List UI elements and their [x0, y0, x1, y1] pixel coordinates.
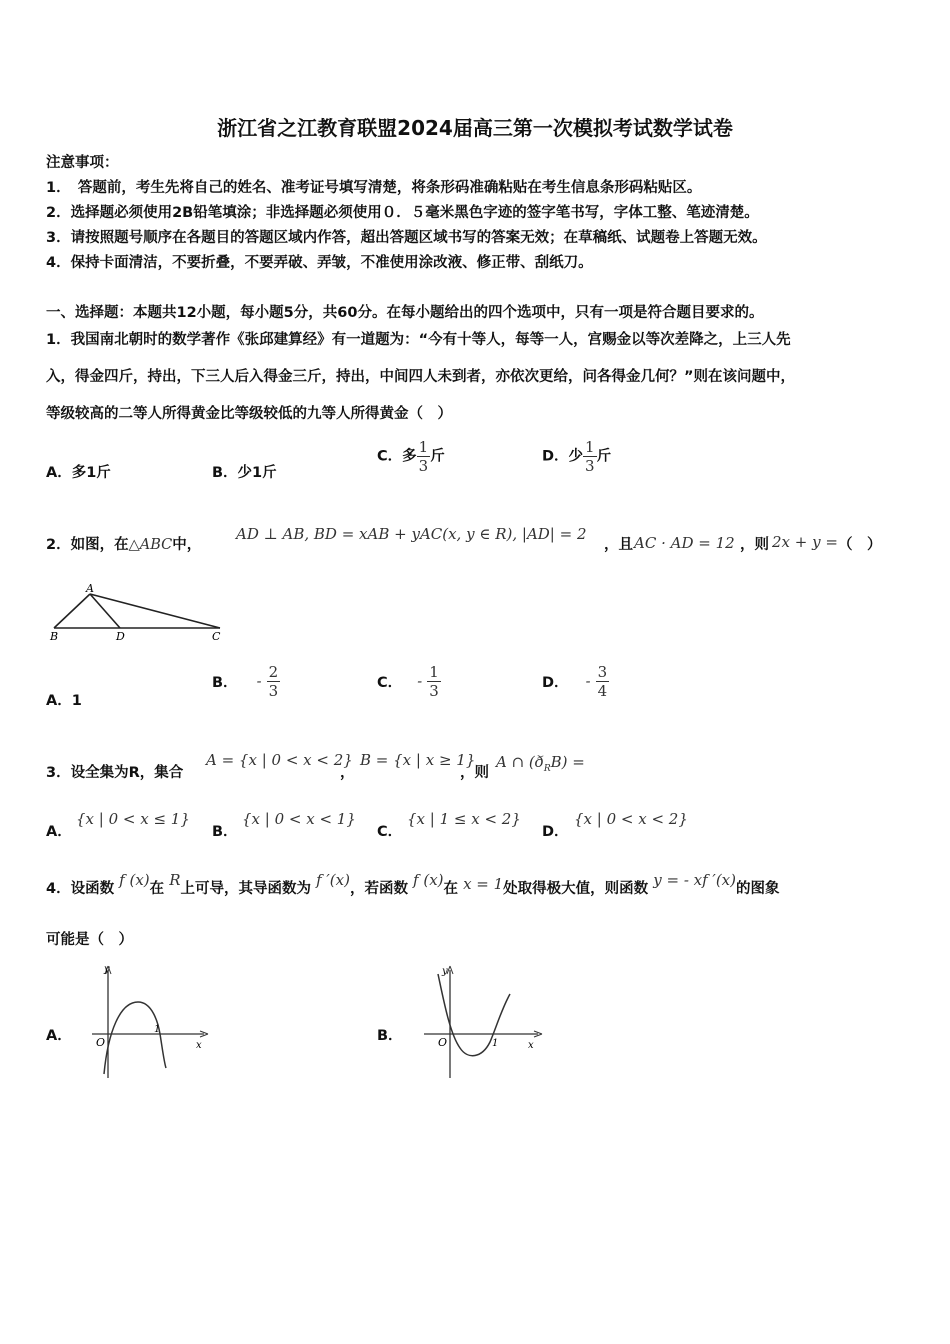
q2-d-label: D．	[542, 675, 569, 691]
q2-expression: 2x + y =	[772, 533, 838, 551]
q2-c-fraction	[427, 663, 441, 700]
q2-prefix: 2．如图，在	[46, 537, 129, 553]
label-y: y	[104, 964, 110, 975]
q3-ze: ，则	[460, 765, 489, 781]
q4-t2: 在	[149, 881, 165, 897]
q3-set-b: B = {x | x ≥ 1}	[360, 751, 476, 769]
q2-d-den: 4	[597, 682, 608, 700]
label-one: 1	[154, 1024, 161, 1035]
q2-c-label: C．	[377, 675, 403, 691]
q4-option-b-label[interactable]: B．	[377, 1028, 403, 1044]
q2-ze: ，则	[740, 537, 769, 553]
q4-stem-line-2: 可能是（ ）	[46, 932, 133, 948]
q4-option-b-graph[interactable]	[420, 962, 544, 1082]
q1-line-1: 1．我国南北朝时的数学著作《张邱建算经》有一道题为：“今有十等人，每等一人，宫赐金以等次差降之，上三人先	[46, 332, 791, 348]
q4-fprime: f ′(x)	[316, 871, 350, 889]
label-y: y	[442, 966, 448, 977]
q2-option-d[interactable]	[542, 663, 609, 700]
notice-item-2: 2．选择题必须使用2B铅笔填涂；非选择题必须使用０．５毫米黑色字迹的签字笔书写，字体工整、笔迹清楚。	[46, 205, 759, 221]
label-origin: O	[438, 1036, 448, 1049]
q4-option-a-label[interactable]: A．	[46, 1028, 72, 1044]
q3-option-a-label[interactable]: A．	[46, 824, 72, 840]
q4-option-a-graph[interactable]	[90, 962, 210, 1082]
q3-option-b[interactable]: {x | 0 < x < 1}	[242, 810, 356, 828]
q1-c-den: 3	[418, 457, 429, 475]
q2-stem	[46, 533, 201, 554]
q3-option-c[interactable]: {x | 1 ≤ x < 2}	[407, 810, 521, 828]
q2-condition: AD ⊥ AB, BD = xAB + yAC(x, y ∈ R), |AD| = 2	[236, 525, 587, 543]
q1-option-b[interactable]: B．少1斤	[212, 465, 277, 481]
q2-dot-product: AC · AD = 12	[634, 534, 735, 552]
q2-triangle: △ABC	[128, 537, 173, 553]
q3-expr-part1: A ∩ (ð	[496, 753, 544, 771]
section-heading: 一、选择题：本题共12小题，每小题5分，共60分。在每小题给出的四个选项中，只有一项是符合题目要求的。	[46, 305, 764, 321]
q2-b-minus: -	[256, 673, 262, 690]
q2-option-c[interactable]	[377, 663, 441, 700]
q4-stem-line-1	[46, 871, 780, 898]
q1-c-unit: 斤	[430, 448, 445, 465]
q3-option-c-label[interactable]: C．	[377, 824, 403, 840]
q2-d-fraction	[596, 663, 610, 700]
label-origin: O	[96, 1036, 106, 1049]
q4-t5: 在	[443, 881, 458, 897]
label-d: D	[116, 630, 125, 643]
q4-r: R	[169, 871, 181, 889]
q2-d-minus: -	[585, 673, 591, 690]
label-c: C	[212, 630, 221, 643]
q3-prefix: 3．设全集为R，集合	[46, 765, 184, 781]
q1-d-label: D．少	[542, 448, 584, 465]
q1-c-num: 1	[418, 438, 429, 456]
curve-b	[438, 974, 510, 1056]
q1-d-num: 1	[585, 438, 595, 456]
q4-t6: 处取得极大值，则函数	[503, 881, 649, 897]
label-one: 1	[492, 1038, 499, 1049]
label-x: x	[196, 1040, 202, 1051]
q2-option-a[interactable]: A．1	[46, 693, 82, 709]
q2-b-num: 2	[268, 663, 279, 681]
q2-qie: ，且	[604, 537, 633, 553]
q4-t4: ，若函数	[349, 881, 408, 897]
q4-t3: 上可导，其导函数为	[180, 881, 311, 897]
q1-c-label: C．多	[377, 448, 417, 465]
notice-item-4: 4．保持卡面清洁，不要折叠，不要弄破、弄皱，不准使用涂改液、修正带、刮纸刀。	[46, 255, 593, 271]
label-b: B	[50, 630, 59, 643]
label-a: A	[86, 582, 94, 595]
notice-item-1: 1． 答题前，考生先将自己的姓名、准考证号填写清楚，将条形码准确粘贴在考生信息条形码粘贴区。	[46, 180, 702, 196]
q3-expr-part2: B) =	[550, 753, 585, 771]
q1-line-3: 等级较高的二等人所得黄金比等级较低的九等人所得黄金（ ）	[46, 406, 452, 422]
q1-d-unit: 斤	[596, 448, 612, 465]
q2-d-num: 3	[597, 663, 608, 681]
q1-option-d[interactable]	[542, 438, 611, 475]
q3-option-d-label[interactable]: D．	[542, 824, 569, 840]
q1-c-fraction	[417, 438, 431, 475]
q3-option-a[interactable]: {x | 0 < x ≤ 1}	[76, 810, 190, 828]
q2-zhong: 中，	[172, 537, 202, 553]
segment-ad	[90, 594, 120, 628]
q2-b-den: 3	[268, 682, 279, 700]
q1-option-a[interactable]: A．多1斤	[46, 465, 111, 481]
q2-b-fraction	[267, 663, 281, 700]
q3-set-a: A = {x | 0 < x < 2}	[206, 751, 353, 769]
q1-line-2: 入，得金四斤，持出，下三人后入得金三斤，持出，中间四人未到者，亦依次更给，问各得金几何？”则在该问题中，	[46, 369, 796, 385]
label-x: x	[528, 1040, 534, 1051]
q4-t7: 的图象	[736, 881, 780, 897]
q4-x1: x = 1	[463, 875, 504, 893]
q3-option-d[interactable]: {x | 0 < x < 2}	[574, 810, 688, 828]
q3-expression	[496, 753, 585, 774]
side-ab	[54, 594, 90, 628]
q2-b-label: B．	[212, 675, 238, 691]
q2-c-num: 1	[429, 663, 439, 681]
q1-d-fraction	[583, 438, 597, 475]
q4-f2: f (x)	[413, 871, 444, 889]
notice-item-3: 3．请按照题号顺序在各题目的答题区域内作答，超出答题区域书写的答案无效；在草稿纸、试题卷上答题无效。	[46, 230, 767, 246]
notice-heading: 注意事项：	[46, 155, 119, 171]
side-ac	[90, 594, 220, 628]
q2-option-b[interactable]	[212, 663, 280, 700]
q2-paren: （ ）	[838, 537, 882, 553]
page-title: 浙江省之江教育联盟2024届高三第一次模拟考试数学试卷	[217, 116, 733, 140]
q2-triangle-figure	[44, 582, 234, 648]
curve-a	[104, 1002, 166, 1074]
q4-f: f (x)	[119, 871, 150, 889]
q3-expr-sub: R	[543, 764, 551, 774]
q1-option-c[interactable]	[377, 438, 445, 475]
q2-c-den: 3	[429, 682, 439, 700]
q3-sep: ，	[340, 765, 355, 781]
q4-y-expr: y = - xf ′(x)	[653, 871, 736, 889]
q2-c-minus: -	[417, 673, 423, 690]
q4-t1: 4．设函数	[46, 881, 115, 897]
q3-option-b-label[interactable]: B．	[212, 824, 238, 840]
q1-d-den: 3	[585, 457, 595, 475]
